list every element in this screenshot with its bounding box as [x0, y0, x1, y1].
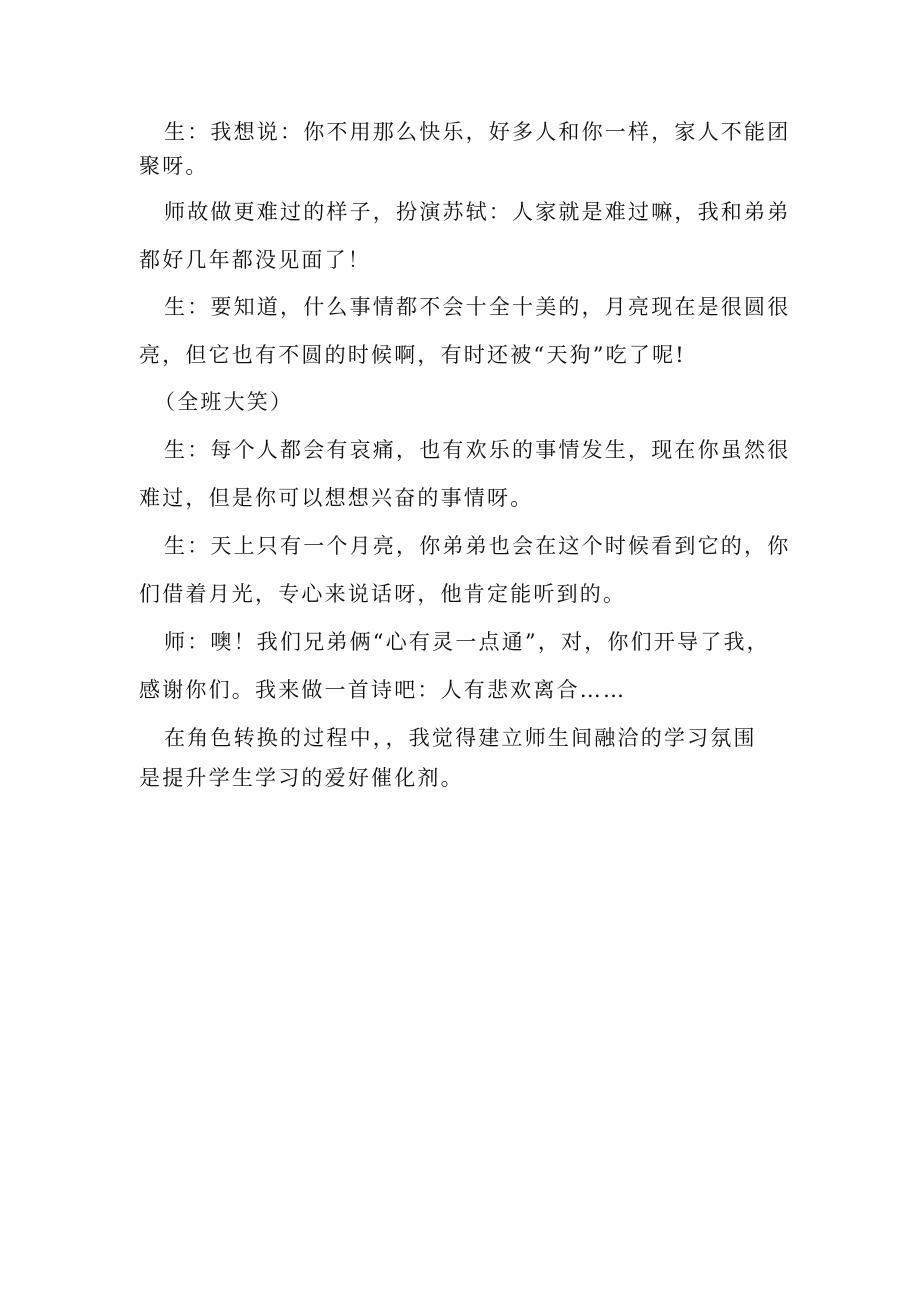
paragraph-5-line-2: 难过，但是你可以想想兴奋的事情呀。: [139, 486, 534, 510]
paragraph-3-line-1: 生：要知道，什么事情都不会十全十美的，月亮现在是很圆很: [164, 295, 791, 319]
paragraph-8-line-1: 在角色转换的过程中，，我觉得建立师生间融洽的学习氛围: [164, 726, 757, 750]
paragraph-6-line-2: 们借着月光，专心来说话呀，他肯定能听到的。: [139, 582, 627, 606]
paragraph-5-line-1: 生：每个人都会有哀痛，也有欢乐的事情发生，现在你虽然很: [164, 438, 791, 462]
paragraph-8-line-2: 是提升学生学习的爱好催化剂。: [139, 766, 464, 790]
paragraph-7-line-1: 师：噢！我们兄弟俩“心有灵一点通”，对，你们开导了我，: [164, 630, 770, 654]
paragraph-2-line-2: 都好几年都没见面了！: [139, 248, 371, 272]
paragraph-7-line-2: 感谢你们。我来做一首诗吧：人有悲欢离合……: [139, 678, 627, 702]
paragraph-4-line-1: （全班大笑）: [154, 390, 294, 414]
paragraph-2-line-1: 师故做更难过的样子，扮演苏轼：人家就是难过嘛，我和弟弟: [164, 200, 791, 224]
paragraph-1-line-2: 聚呀。: [139, 154, 209, 178]
paragraph-3-line-2: 亮，但它也有不圆的时候啊，有时还被“天狗”吃了呢!: [139, 343, 686, 367]
paragraph-1-line-1: 生：我想说：你不用那么快乐，好多人和你一样，家人不能团: [164, 120, 791, 144]
paragraph-6-line-1: 生：天上只有一个月亮，你弟弟也会在这个时候看到它的，你: [164, 534, 791, 558]
